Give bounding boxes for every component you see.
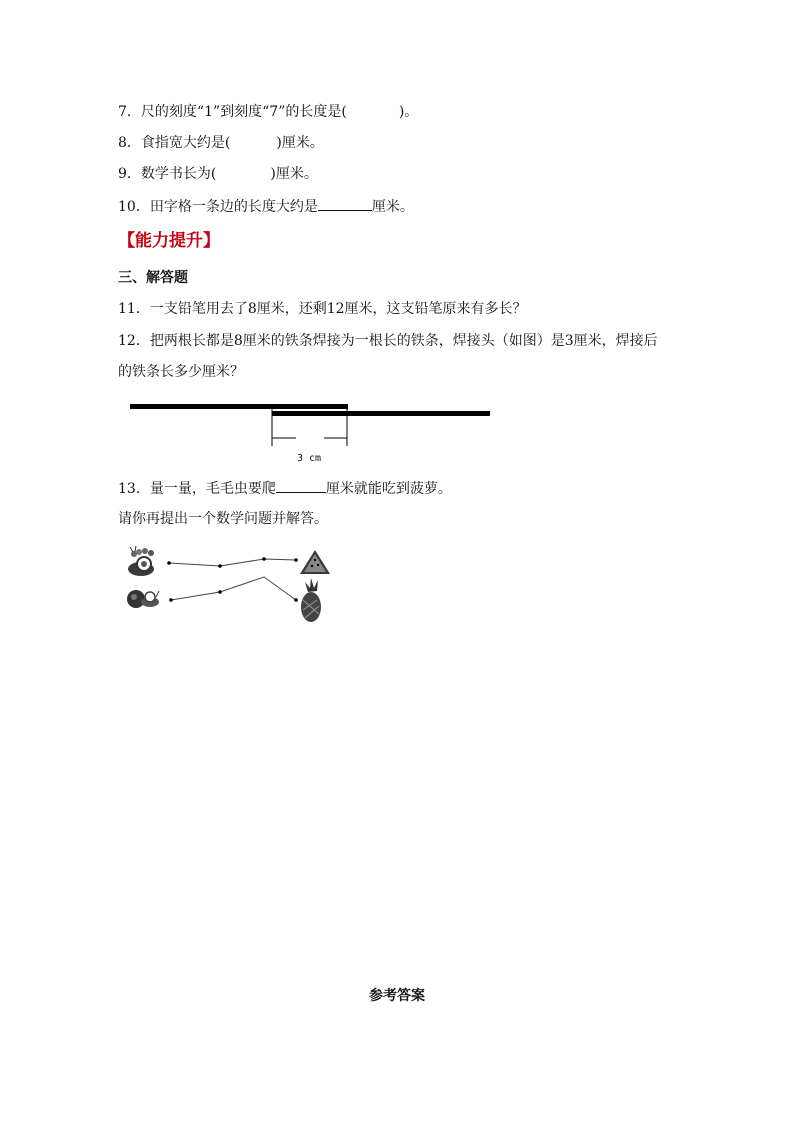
question-8-prefix: 8．食指宽大约是( <box>118 135 231 151</box>
caterpillar-snail-icon <box>128 546 154 576</box>
question-10 <box>118 196 414 217</box>
question-10-prefix: 10．田字格一条边的长度大约是 <box>118 199 318 215</box>
question-10-suffix: 厘米。 <box>371 199 414 215</box>
snail-icon <box>127 590 159 608</box>
question-9 <box>118 164 318 184</box>
welded-bars-diagram <box>128 400 492 466</box>
section-subtitle: 三、解答题 <box>118 270 188 286</box>
question-13-extra: 请你再提出一个数学问题并解答。 <box>118 511 328 527</box>
question-13 <box>118 478 452 499</box>
question-13-suffix: 厘米就能吃到菠萝。 <box>325 481 452 497</box>
question-7-prefix: 7．尺的刻度“1”到刻度“7”的长度是( <box>118 104 347 120</box>
answer-blank-10[interactable] <box>318 196 372 211</box>
caterpillar-path-diagram <box>124 544 336 628</box>
question-12-line-2: 的铁条长多少厘米？ <box>118 364 244 380</box>
question-12-line-1: 12．把两根长都是8厘米的铁条焊接为一根长的铁条，焊接头（如图）是3厘米，焊接后 <box>118 333 658 349</box>
route-path-bottom <box>171 577 296 600</box>
question-13-prefix: 13．量一量，毛毛虫要爬 <box>118 481 276 497</box>
question-11: 11．一支铅笔用去了8厘米，还剩12厘米，这支铅笔原来有多长？ <box>118 301 527 317</box>
watermelon-icon <box>300 550 330 574</box>
iron-bar-left <box>130 404 348 409</box>
answers-title: 参考答案 <box>369 988 425 1004</box>
iron-bar-right <box>272 411 490 416</box>
question-9-prefix: 9．数学书长为( <box>118 166 217 182</box>
question-8 <box>118 133 324 153</box>
question-7-suffix: )。 <box>398 104 419 120</box>
weld-length-label: 3 cm <box>296 453 322 464</box>
question-7 <box>118 102 418 122</box>
answer-blank-13[interactable] <box>276 478 326 493</box>
question-8-suffix: )厘米。 <box>276 135 324 151</box>
route-path-top <box>169 559 296 566</box>
section-title: 【能力提升】 <box>118 231 220 251</box>
pineapple-icon <box>301 578 321 622</box>
question-9-suffix: )厘米。 <box>270 166 318 182</box>
